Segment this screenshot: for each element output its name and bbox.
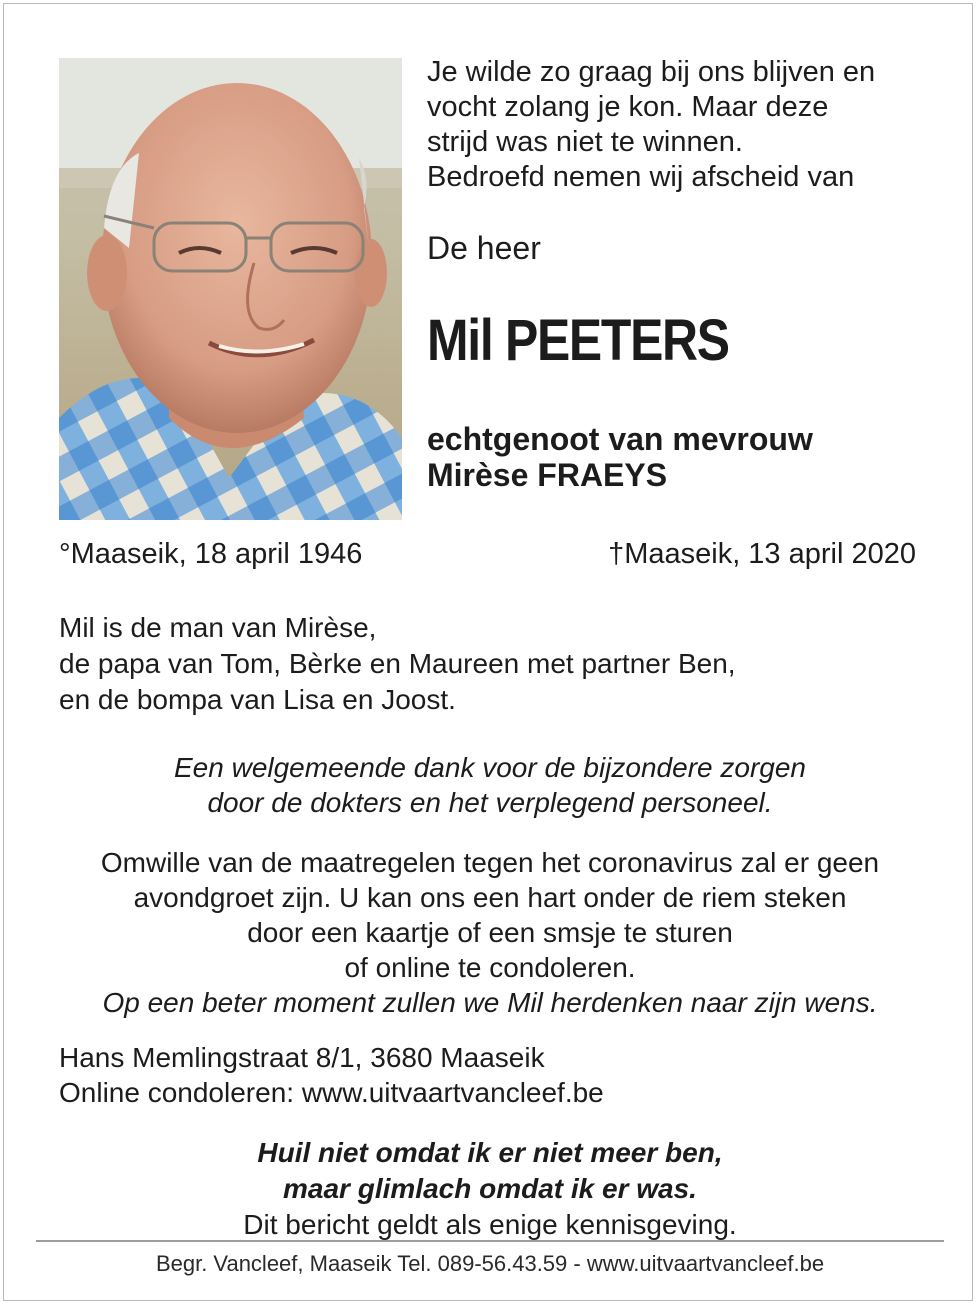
notice-line: avondgroet zijn. U kan ons een hart onder de riem steken (133, 882, 847, 913)
notice-line: Omwille van de maatregelen tegen het coronavirus zal er geen (100, 847, 880, 878)
notice-closing: Op een beter moment zullen we Mil herdenken naar zijn wens. (102, 987, 878, 1018)
portrait-photo (59, 58, 402, 520)
sole-notice: Dit bericht geldt als enige kennisgeving. (243, 1209, 737, 1240)
death-info: †Maaseik, 13 april 2020 (608, 538, 916, 570)
intro-line: Bedroefd nemen wij afscheid van (427, 161, 855, 193)
birth-info: °Maaseik, 18 april 1946 (59, 538, 363, 570)
spouse-info (427, 421, 813, 493)
spouse-name: Mirèse FRAEYS (427, 457, 668, 493)
corona-notice (0, 845, 980, 1020)
portrait-illustration (59, 58, 402, 520)
intro-text (427, 55, 947, 195)
family-line: en de bompa van Lisa en Joost. (59, 684, 456, 715)
intro-line: strijd was niet te winnen. (427, 126, 743, 158)
family-text (59, 610, 736, 718)
deceased-name: Mil PEETERS (427, 308, 729, 373)
footer-divider (36, 1240, 944, 1242)
notice-line: of online te condoleren. (344, 952, 636, 983)
street-address: Hans Memlingstraat 8/1, 3680 Maaseik (59, 1042, 545, 1073)
quote-line: maar glimlach omdat ik er was. (283, 1173, 697, 1204)
intro-line: Je wilde zo graag bij ons blijven en (427, 56, 876, 88)
quote-line: Huil niet omdat ik er niet meer ben, (257, 1137, 723, 1168)
online-condolence: Online condoleren: www.uitvaartvancleef.be (59, 1077, 604, 1108)
thanks-line: Een welgemeende dank voor de bijzondere zorgen (174, 752, 806, 783)
funeral-home-footer: Begr. Vancleef, Maaseik Tel. 089-56.43.59 - www.uitvaartvancleef.be (155, 1251, 825, 1276)
notice-line: door een kaartje of een smsje te sturen (247, 917, 733, 948)
family-line: de papa van Tom, Bèrke en Maureen met partner Ben, (59, 648, 736, 679)
spouse-line: echtgenoot van mevrouw (427, 421, 813, 457)
intro-line: vocht zolang je kon. Maar deze (427, 91, 829, 123)
thanks-line: door de dokters en het verplegend personeel. (207, 787, 773, 818)
honorific: De heer (427, 230, 541, 266)
family-line: Mil is de man van Mirèse, (59, 612, 377, 643)
address-block (59, 1040, 604, 1110)
thanks-text (0, 750, 980, 820)
closing-quote (0, 1135, 980, 1243)
